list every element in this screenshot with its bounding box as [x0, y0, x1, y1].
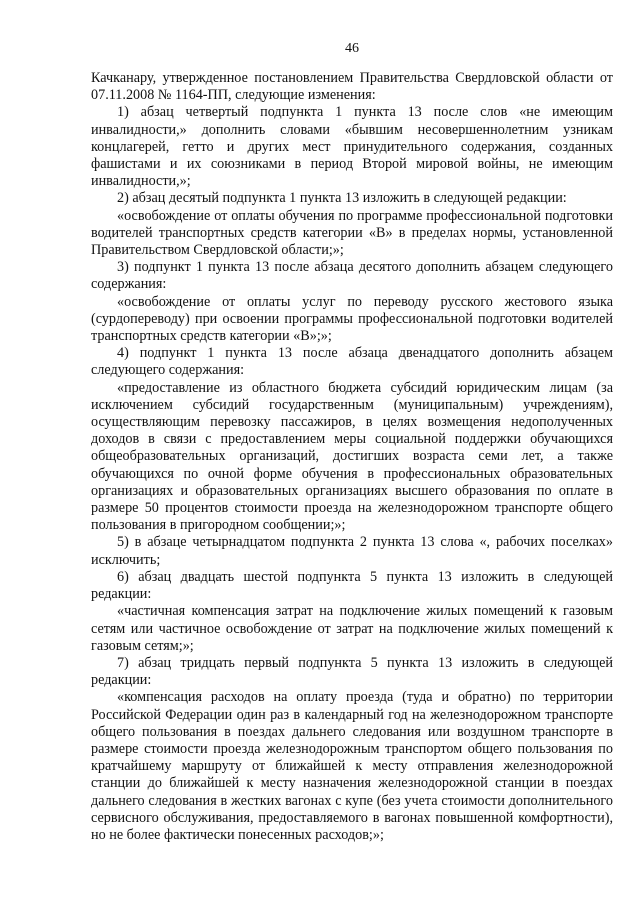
paragraph-amendment-2: 2) абзац десятый подпункта 1 пункта 13 изложить в следующей редакции:: [117, 190, 567, 207]
paragraph-amendment-7: 7) абзац тридцать первый подпункта 5 пункта 13 изложить в следующей редакции:: [91, 654, 613, 689]
paragraph-quote-2: «освобождение от оплаты обучения по программе профессиональной подготовки водителей транспортных средств категории «В» в пределах нормы, установленной Правительством Свердловской области;»;: [91, 207, 613, 259]
paragraph-amendment-6: 6) абзац двадцать шестой подпункта 5 пункта 13 изложить в следующей редакции:: [91, 568, 613, 603]
paragraph-quote-4: «предоставление из областного бюджета субсидий юридическим лицам (за исключением субсидий государственным (муниципальным) учреждениям), осуществляющим перевозку пассажиров, в целях возмещения недополученных доходов в связи с предоставлением меры социальной поддержки обучающихся общеобразовательных организаций, достигших возраста семи лет, а также обучающихся по очной форме обучения в профессиональных образовательных организациях и образовательных организациях высшего образования по оплате в размере 50 процентов стоимости проезда на железнодорожном транспорте общего пользования в пригородном сообщении;»;: [91, 379, 613, 534]
paragraph-amendment-3: 3) подпункт 1 пункта 13 после абзаца десятого дополнить абзацем следующего содержания:: [91, 259, 613, 293]
page-number: 46: [345, 41, 359, 56]
paragraph-quote-7: «компенсация расходов на оплату проезда (туда и обратно) по территории Российской Федерации один раз в календарный год на железнодорожном транспорте общего пользования в поездах дальнего следования или воздушном транспорте в размере стоимости проезда железнодорожным транспортом общего пользования по кратчайшему маршруту от ближайшей к месту отправления железнодорожной станции до ближайшей к месту назначения железнодорожной станции в поездах дальнего следования в жестких вагонах с купе (без учета стоимости дополнительного сервисного обслуживания, предоставляемого в вагонах повышенной комфортности), но не более фактически понесенных расходов;»;: [91, 689, 613, 843]
paragraph-continuation: Качканару, утвержденное постановлением Правительства Свердловской области от 07.11.2008 № 1164-ПП, следующие изменения:: [91, 70, 613, 104]
paragraph-quote-6: «частичная компенсация затрат на подключение жилых помещений к газовым сетям или частичное освобождение от затрат на подключение жилых помещений к газовым сетям;»;: [91, 603, 613, 654]
paragraph-amendment-1: 1) абзац четвертый подпункта 1 пункта 13 после слов «не имеющим инвалидности,» дополнить словами «бывшим несовершеннолетним узникам концлагерей, гетто и других мест принудительного содержания, созданных фашистами и их союзниками в период Второй мировой войны, не имеющим инвалидности,»;: [91, 104, 613, 190]
paragraph-amendment-4: 4) подпункт 1 пункта 13 после абзаца двенадцатого дополнить абзацем следующего содержания:: [91, 345, 613, 379]
paragraph-amendment-5: 5) в абзаце четырнадцатом подпункта 2 пункта 13 слова «, рабочих поселках» исключить;: [91, 534, 613, 568]
document-body: [91, 70, 613, 844]
paragraph-quote-3: «освобождение от оплаты услуг по переводу русского жестового языка (сурдопереводу) при освоении программы профессиональной подготовки водителей транспортных средств категории «В»;»;: [91, 293, 613, 345]
